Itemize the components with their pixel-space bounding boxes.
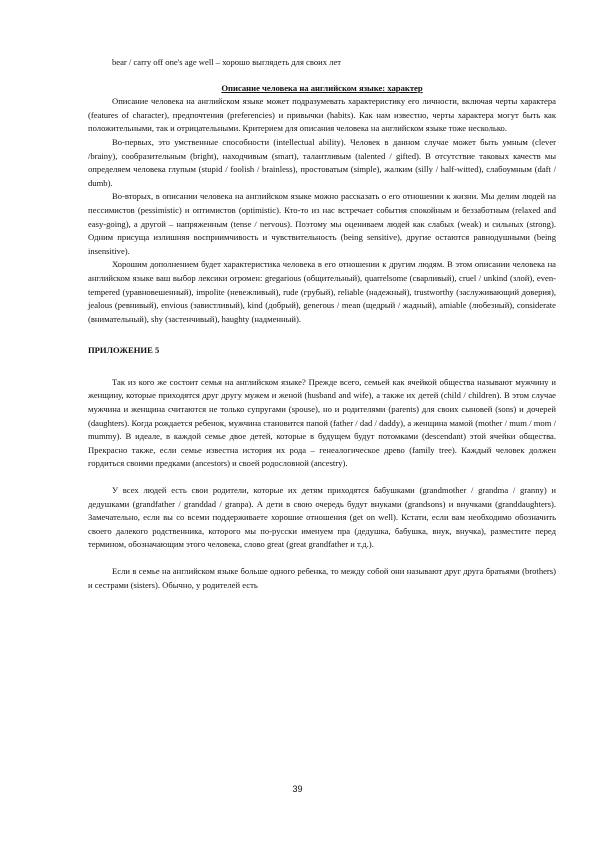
paragraph-attitude-to-others: Хорошим дополнением будет характеристика человека в его отношении к другим людям. В этом описании человека на английском языке ваш выбор лексики огромен: gregarious (общительный), quarrelsome (сварливый), cruel / unkind (злой), even-tempered (уравновешенный), impolite (невежливый), rude (грубый), reliable (надежный), trustworthy (заслуживающий доверия), jealous (ревнивый), envious (завистливый), kind (добрый), generous / mean (щедрый / жадный), amiable (любезный), considerate (внимательный), shy (застенчивый), haughty (надменный). [88, 259, 556, 324]
page-content [88, 56, 556, 592]
appendix-title: ПРИЛОЖЕНИЕ 5 [88, 345, 160, 356]
paragraph-intellectual-ability: Во-первых, это умственные способности (intellectual ability). Человек в данном случае может быть умным (clever /brainy), сообразительным (bright), находчивым (smart), талантливым (talented / gifted). В отсутствие таковых качеств мы определяем человека глупым (stupid / foolish / brainless), простоватым (simple), жалким (silly / half-witted), слабоумным (daft / dumb). [88, 136, 556, 188]
paragraph-family-members: Так из кого же состоит семья на английском языке? Прежде всего, семьей как ячейкой общества называют мужчину и женщину, которые приходятся друг другу мужем и женой (husband and wife), а также их детей (child / children). В этом случае мужчина и женщина считаются не только супругами (spouse), но и родителями (parents) для своих сыновей (sons) и дочерей (daughters). Когда рождается ребенок, мужчина становится папой (father / dad / daddy), а женщина мамой (mother / mum / mom / mummy). В идеале, в каждой семье двое детей, которые в будущем будут потомками (descendant) этой ячейки общества. Прекрасно также, если семье известна история их рода – генеалогическое древо (family tree). Каждый человек должен гордиться своими предками (ancestors) и своей родословной (ancestry). [88, 376, 556, 469]
section-heading: Описание человека на английском языке: характер [221, 82, 423, 93]
paragraph-attitude-to-life: Во-вторых, в описании человека на английском языке можно рассказать о его отношении к жизни. Мы делим людей на пессимистов (pessimistic) и оптимистов (optimistic). Кто-то из нас встречает события спокойным и беззаботным (relaxed and easy-going), а другой – напряженным (tense / nervous). Поэтому мы оцениваем людей как слабых (weak) и сильных (strong). Одним присуща излишняя восприимчивость и чувствительность (being sensitive), другие остаются равнодушными (being insensitive). [88, 191, 556, 256]
paragraph-character-intro: Описание человека на английском языке может подразумевать характеристику его личности, включая черты характера (features of character), предпочтения (preferencies) и привычки (habits). Как нам известно, черты характера могут быть как положительными, так и отрицательными. Критерием для описания человека на английском языке тоже несколько. [88, 96, 556, 134]
intro-line: bear / carry off one's age well – хорошо выглядеть для своих лет [112, 57, 342, 67]
paragraph-siblings: Если в семье на английском языке больше одного ребенка, то между собой они называют друг друга братьями (brothers) и сестрами (sisters). Обычно, у родителей есть [88, 566, 556, 590]
page-number: 39 [292, 784, 303, 794]
paragraph-grandparents: У всех людей есть свои родители, которые их детям приходятся бабушками (grandmother / grandma / granny) и дедушками (grandfather / granddad / granpa). А дети в свою очередь будут внуками (grandsons) и внучками (granddaughters). Замечательно, если вы со всеми поддерживаете хорошие отношения (get on well). Кстати, если вам необходимо обозначить своего далекого родственника, которого мы по-русски именуем пра (дедушка, бабушка, внук, внучка), разместите перед термином, обозначающим этого человека, слово great (great grandfather и т.д.). [88, 485, 556, 550]
